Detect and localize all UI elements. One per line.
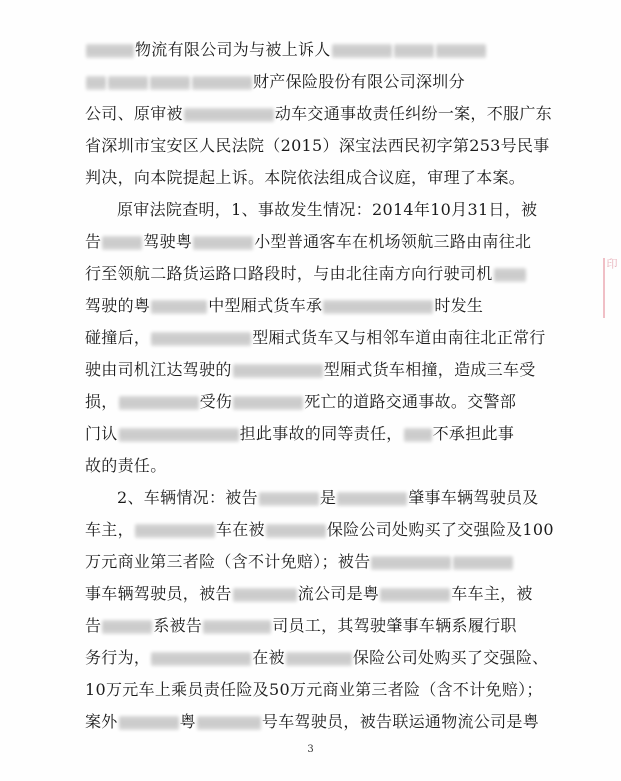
text-span: 车车主，被: [451, 584, 533, 603]
text-line: [85, 326, 546, 350]
text-line: [85, 646, 548, 670]
text-line: [85, 70, 465, 94]
text-span: 担此事故的同等责任，: [239, 424, 403, 443]
text-span: 保险公司处购买了交强险及100: [326, 520, 554, 539]
redaction: [332, 44, 392, 58]
redaction: [102, 620, 152, 634]
text-span: 不承担此事: [432, 424, 515, 443]
redaction: [150, 76, 190, 90]
text-span: 驶由司机江达驾驶的: [85, 360, 232, 379]
redaction: [184, 108, 274, 122]
text-line: [85, 38, 487, 62]
redaction: [233, 588, 297, 602]
redaction: [192, 76, 252, 90]
redaction: [119, 428, 239, 442]
text-span: 万元商业第三者险（含不计免赔）；被告: [85, 552, 371, 571]
text-line: 原审法院查明，1、事故发生情况：2014年10月31日，被: [117, 200, 538, 219]
redaction: [494, 268, 526, 282]
redaction: [203, 620, 271, 634]
text-span: 驾驶的粤: [85, 296, 151, 315]
text-line: 10万元车上乘员责任险及50万元商业第三者险（含不计免赔）；: [85, 680, 543, 699]
text-span: 在被: [252, 648, 285, 667]
text-span: 务行为，: [85, 648, 151, 667]
redaction: [119, 396, 199, 410]
text-span: 碰撞后，: [85, 328, 151, 347]
text-span: 损，: [85, 392, 118, 411]
text-line: [85, 102, 552, 126]
redaction: [371, 556, 451, 570]
redaction: [197, 716, 261, 730]
redaction: [151, 652, 251, 666]
text-span: 行至领航二路货运路口路段时，与由北往南方向行驶司机: [85, 264, 493, 283]
text-span: 2、车辆情况：被告: [117, 488, 258, 507]
text-span: 公司、原审被: [85, 104, 183, 123]
text-span: 案外: [85, 712, 118, 731]
text-span: 告: [85, 232, 102, 251]
redaction: [233, 396, 303, 410]
text-span: 告: [85, 616, 102, 635]
text-line: [85, 582, 533, 606]
redaction: [266, 524, 326, 538]
text-line: [85, 614, 517, 638]
text-line: [85, 550, 514, 574]
text-line: [85, 422, 514, 446]
text-span: 门认: [85, 424, 118, 443]
redaction: [323, 300, 433, 314]
text-span: 型厢式货车又与相邻车道由南往北正常行: [252, 328, 546, 347]
text-span: 是: [319, 488, 337, 507]
text-span: 流公司是粤: [297, 584, 380, 603]
text-line: [85, 518, 554, 542]
text-line: [85, 230, 531, 254]
text-span: 型厢式货车相撞，造成三车受: [323, 360, 536, 379]
text-span: 财产保险股份有限公司深圳分: [253, 72, 465, 91]
redaction: [337, 492, 407, 506]
seal-edge: 印: [603, 258, 619, 318]
text-span: 事车辆驾驶员，被告: [85, 584, 232, 603]
text-line: [85, 390, 516, 414]
redaction: [102, 236, 142, 250]
text-line: 省深圳市宝安区人民法院（2015）深宝法西民初字第253号民事: [85, 136, 550, 155]
text-span: 车在被: [215, 520, 265, 539]
text-line: [85, 294, 483, 318]
text-span: 粤: [179, 712, 196, 731]
redaction: [86, 76, 106, 90]
text-span: 肇事车辆驾驶员及: [408, 488, 539, 507]
text-span: 保险公司处购买了交强险、: [352, 648, 549, 667]
text-span: 时发生: [434, 296, 484, 315]
text-span: 号车驾驶员，被告联运通物流公司是粤: [261, 712, 540, 731]
text-line: [117, 486, 539, 510]
redaction: [259, 492, 319, 506]
redaction: [86, 44, 134, 58]
text-span: 受伤: [199, 392, 233, 411]
text-line: [85, 358, 536, 382]
text-line: 判决，向本院提起上诉。本院依法组成合议庭，审理了本案。: [85, 168, 526, 187]
text-span: 车主，: [85, 520, 134, 539]
redaction: [193, 236, 253, 250]
text-span: 中型厢式货车承: [208, 296, 323, 315]
redaction: [151, 300, 207, 314]
redaction: [233, 364, 323, 378]
text-span: 系被告: [153, 616, 203, 635]
redaction: [394, 44, 434, 58]
text-line: 故的责任。: [85, 456, 167, 475]
redaction: [135, 524, 215, 538]
page-number: 3: [307, 744, 314, 755]
text-span: 死亡的道路交通事故。交警部: [304, 392, 517, 411]
text-span: 司员工，其驾驶肇事车辆系履行职: [272, 616, 517, 635]
redaction: [453, 556, 513, 570]
text-span: 动车交通事故责任纠纷一案，不服广东: [274, 104, 552, 123]
text-span: 物流有限公司为与被上诉人: [135, 40, 331, 59]
redaction: [151, 332, 251, 346]
redaction: [286, 652, 352, 666]
redaction: [380, 588, 450, 602]
redaction: [436, 44, 486, 58]
redaction: [404, 428, 432, 442]
redaction: [108, 76, 148, 90]
redaction: [119, 716, 179, 730]
text-span: 驾驶粤: [143, 232, 193, 251]
text-span: 小型普通客车在机场领航三路由南往北: [254, 232, 532, 251]
text-line: [85, 710, 539, 734]
text-line: [85, 262, 527, 286]
